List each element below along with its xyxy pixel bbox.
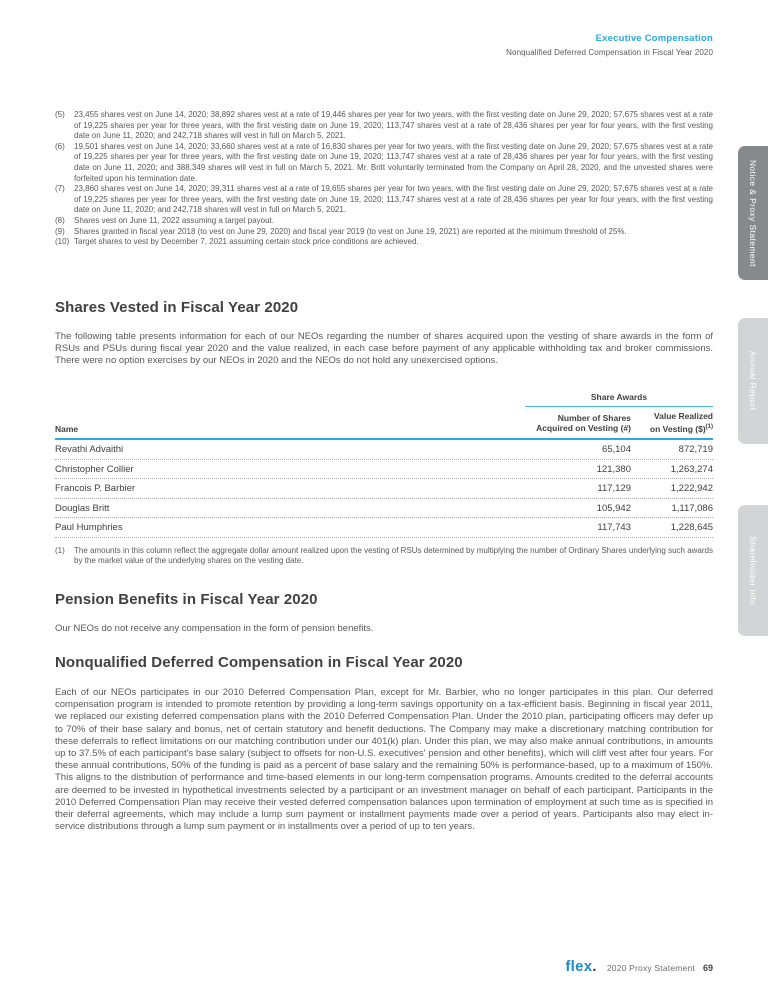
flex-logo-dot: . xyxy=(592,958,597,975)
table-group-header: Share Awards xyxy=(525,392,713,407)
footnote-10 xyxy=(55,237,713,248)
column-header-shares: Number of Shares Acquired on Vesting (#) xyxy=(536,412,631,434)
table-row xyxy=(55,479,713,499)
value-realized: 1,222,942 xyxy=(670,483,713,495)
side-tab-notice-proxy-statement[interactable] xyxy=(738,146,768,280)
footnote-number: (10) xyxy=(55,237,70,247)
section-nonqualified-deferred-compensation xyxy=(55,654,713,833)
shares-acquired: 117,743 xyxy=(597,522,631,534)
shares-vested-table xyxy=(55,392,713,567)
footnote-text: Shares granted in fiscal year 2018 (to vest on June 29, 2020) and fiscal year 2019 (to vest on June 19, 2021) are reported at the minimum threshold of 25%. xyxy=(74,226,627,236)
shares-acquired: 117,129 xyxy=(597,483,631,495)
footnote-number: (5) xyxy=(55,110,65,119)
table-row xyxy=(55,499,713,519)
shares-vested-heading: Shares Vested in Fiscal Year 2020 xyxy=(55,299,299,316)
footnote-8 xyxy=(55,216,713,227)
table-footnote-1 xyxy=(55,546,713,567)
footer-page-number: 69 xyxy=(702,963,713,973)
footnote-number: (9) xyxy=(55,226,65,236)
flex-logo: flex. xyxy=(565,958,597,975)
footnote-7 xyxy=(55,184,713,216)
table-header-row xyxy=(55,407,713,440)
footnote-number: (7) xyxy=(55,184,65,194)
pension-heading: Pension Benefits in Fiscal Year 2020 xyxy=(55,591,318,608)
column-header-value: Value Realized on Vesting ($)$^{(1)}$ xyxy=(649,411,713,434)
footnote-text: 23,860 shares vest on June 14, 2020; 39,311 shares vest at a rate of 19,655 shares per year for two years, with the first vesting date on June 29, 2020; 57,675 shares vest at a rate of 19,225 shares per year for three years, with the first vesting date on June 19, 2020; 113,747 shares vest at a rate of 28,436 shares per year for four years, with the first vesting date on June 11, 2020; and 242,718 shares will vest in full on March 5, 2021. xyxy=(74,184,713,215)
nqdc-paragraph: Each of our NEOs participates in our 2010 Deferred Compensation Plan, except for Mr. Barbier, who no longer participates in this plan. Our deferred compensation program is intended to promote retention by providing a long-term savings opportunity on a tax-efficient basis. Beginning in fiscal year 2011, we replaced our existing deferred compensation plans with the 2010 Deferred Compensation Plan. Under the 2010 plan, participating officers may defer up to 70% of their base salary and bonus, net of certain statutory and benefit deductions. The Company may make a discretionary matching contribution for these deferrals to reflect limitations on our matching contribution under our 401(k) plan. Under this plan, we may also make annual contributions, in amounts up to 37.5% of each participant's base salary (subject to offsets for non-U.S. executives' pension and other benefits), which will cliff vest after four years. For these annual contributions, 50% of the funding is paid as a percent of base salary and the remaining 50% is performance-based, up to a maximum of 150%. This aligns to the distribution of performance and time-based elements in our long-term compensation programs. Amounts credited to the deferral accounts are deemed to be invested in hypothetical investments selected by a participant or an investment manager on behalf of each participant. Participants in the 2010 Deferred Compensation Plan may receive their vested deferred compensation balances upon termination of employment at such time as is specified in their deferral agreements, which may include a lump sum payment or installment payments made over a period of years. Participants also may elect in-service distributions through a lump sum payment or in installments over a period of up to ten years. xyxy=(55,687,713,833)
side-tab-label: Annual Report xyxy=(748,351,758,411)
shares-vested-paragraph: The following table presents information for each of our NEOs regarding the number of shares acquired upon the vesting of share awards in the form of RSUs and PSUs during fiscal year 2020 and the value realized, in each case before payment of any applicable withholding tax and broker commissions. There were no option exercises by our NEOs in 2020 and the NEOs do not hold any unexercised options. xyxy=(55,331,713,367)
footer-document-label: 2020 Proxy Statement xyxy=(606,963,695,973)
neo-name: Douglas Britt xyxy=(55,502,110,514)
footnotes-list xyxy=(55,110,713,248)
shares-acquired: 121,380 xyxy=(596,463,631,475)
side-tab-label: Notice & Proxy Statement xyxy=(748,159,758,267)
section-pension-benefits xyxy=(55,591,713,635)
pension-paragraph: Our NEOs do not receive any compensation in the form of pension benefits. xyxy=(55,623,374,634)
footnote-number: (8) xyxy=(55,215,65,225)
footnote-5 xyxy=(55,110,713,142)
page-footer xyxy=(565,958,713,975)
footnote-number: (6) xyxy=(55,141,65,151)
section-shares-vested xyxy=(55,299,713,368)
neo-name: Christopher Collier xyxy=(55,463,134,475)
side-tab-shareholder-info[interactable] xyxy=(738,505,768,636)
column-header-name: Name xyxy=(55,424,79,435)
table-row xyxy=(55,440,713,460)
page-header xyxy=(506,33,713,57)
table-row xyxy=(55,518,713,538)
shares-acquired: 105,942 xyxy=(596,502,631,514)
table-row xyxy=(55,460,713,480)
footnote-text: 23,455 shares vest on June 14, 2020; 38,892 shares vest at a rate of 19,446 shares per year for two years, with the first vesting date on June 29, 2020; 57,675 shares vest at a rate of 19,225 shares per year for three years, with the first vesting date on June 19, 2020; 113,747 shares vest at a rate of 28,436 shares per year for four years, with the first vesting date on June 11, 2020; and 242,718 shares will vest in full on March 5, 2021. xyxy=(74,110,713,141)
value-realized: 1,228,645 xyxy=(670,522,713,534)
footnote-6 xyxy=(55,142,713,184)
side-tab-label: Shareholder Info xyxy=(748,535,758,606)
footnote-ref: (1) xyxy=(705,423,713,430)
footnote-text: 19,501 shares vest on June 14, 2020; 33,660 shares vest at a rate of 16,830 shares per year for two years, with the first vesting date on June 29, 2020; 57,675 shares vest at a rate of 19,225 shares per year for three years, with the first vesting date on June 19, 2020; 113,747 shares vest at a rate of 28,436 shares per year for four years, with the first vesting date on June 11, 2020; and 388,349 shares will vest in full on March 5, 2021. Mr. Britt voluntarily terminated from the Company on April 28, 2020, and the unvested shares were forfeited upon his termination date. xyxy=(74,141,713,183)
footnote-text: Target shares to vest by December 7, 2021 assuming certain stock price conditions are achieved. xyxy=(74,237,419,247)
neo-name: Paul Humphries xyxy=(55,522,123,534)
value-realized: 1,263,274 xyxy=(670,463,713,475)
footnote-text: Shares vest on June 11, 2022 assuming a target payout. xyxy=(74,215,274,225)
value-realized: 872,719 xyxy=(678,444,713,456)
footnote-text: The amounts in this column reflect the aggregate dollar amount realized upon the vesting of RSUs determined by multiplying the number of Ordinary Shares underlying such awards by the market value of the underlying shares on the vesting date. xyxy=(74,545,713,566)
value-realized: 1,117,086 xyxy=(671,502,713,514)
subsection-title: Nonqualified Deferred Compensation in Fiscal Year 2020 xyxy=(506,48,713,57)
shares-acquired: 65,104 xyxy=(601,444,631,456)
section-title: Executive Compensation xyxy=(595,33,713,44)
footnote-number: (1) xyxy=(55,545,65,555)
nqdc-heading: Nonqualified Deferred Compensation in Fiscal Year 2020 xyxy=(55,654,463,671)
neo-name: Revathi Advaithi xyxy=(55,444,124,456)
neo-name: Francois P. Barbier xyxy=(55,483,136,495)
side-tab-annual-report[interactable] xyxy=(738,318,768,444)
footnote-9 xyxy=(55,227,713,238)
